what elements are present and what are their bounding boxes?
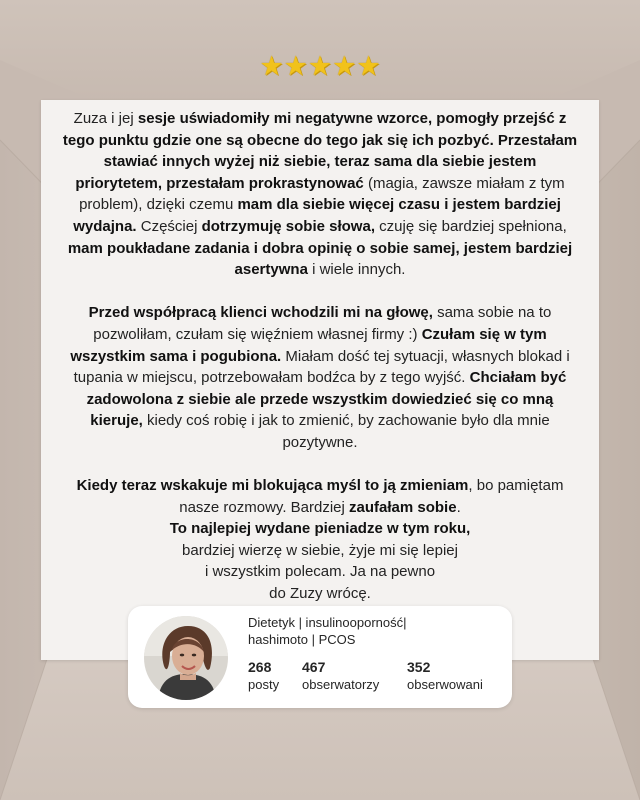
text-run-bold: To najlepiej wydane pieniadze w tym roku, — [169, 520, 471, 538]
star-icon: ★ — [259, 51, 284, 82]
text-run-bold: Kiedy teraz wskakuje mi blokująca myśl to ją zmieniam — [76, 477, 469, 495]
stat-following — [407, 659, 483, 693]
text-run: Miałam dość tej sytuacji, własnych blokad i tupania w miejscu, potrzebowałam bodźca by z tego wyjść. — [73, 347, 570, 387]
testimonial-paragraph-1 — [61, 108, 579, 281]
stat-label: posty — [248, 677, 280, 692]
text-run-bold: Czułam się w tym wszystkim sama i pogubiona. — [70, 325, 547, 365]
stat-label: obserwowani — [407, 677, 483, 692]
text-run: i wiele innych. — [307, 261, 406, 279]
avatar — [144, 616, 228, 700]
stat-posts — [248, 659, 279, 693]
text-run: czuję się bardziej spełniona, — [374, 217, 567, 235]
bio-line: hashimoto | PCOS — [248, 632, 356, 647]
text-run: do Zuzy wrócę. — [269, 585, 371, 603]
text-run: bardziej wierzę w siebie, żyje mi się lepiej — [182, 541, 458, 559]
text-run: . — [456, 498, 461, 516]
stat-followers — [302, 659, 379, 693]
text-run-bold: sesje uświadomiły mi negatywne wzorce, pomogły przejść z tego punktu gdzie one są obecne do tego jak się ich pozbyć. Przestałam stawiać innych wyżej niż siebie, teraz sama dla siebie jestem priorytetem, przestałam prokrastynować — [62, 110, 578, 192]
text-run-bold: mam dla siebie więcej czasu i jestem bardziej wydajna. — [73, 196, 561, 235]
star-icon: ★ — [307, 51, 333, 82]
text-run: Zuza i jej — [73, 110, 138, 127]
star-rating — [0, 52, 640, 82]
text-run-bold: mam poukładane zadania i dobra opinię o sobie samej, jestem bardziej asertywna — [67, 239, 573, 279]
text-run: , bo pamiętam nasze rozmowy. Bardziej — [179, 477, 564, 516]
stat-value: 268 — [248, 659, 272, 675]
text-run-bold: dotrzymuję sobie słowa, — [201, 217, 375, 235]
testimonial-text — [61, 108, 579, 605]
star-icon: ★ — [283, 51, 308, 82]
bio-line: Dietetyk | insulinooporność| — [248, 615, 407, 630]
text-run: i wszystkim polecam. Ja na pewno — [204, 563, 436, 581]
stat-value: 467 — [302, 659, 326, 675]
stat-value: 352 — [407, 659, 431, 675]
star-icon: ★ — [332, 51, 357, 82]
text-run-bold: Przed współpracą klienci wchodzili mi na głowę, — [88, 304, 433, 322]
testimonial-paragraph-3 — [61, 475, 579, 605]
star-icon: ★ — [356, 51, 381, 82]
profile-bio — [248, 614, 498, 648]
text-run: sama sobie na to pozwoliłam, czułam się więźniem własnej firmy :) — [93, 304, 552, 343]
stat-label: obserwatorzy — [302, 677, 380, 692]
testimonial-card — [41, 100, 599, 660]
text-run: Częściej — [136, 217, 202, 235]
profile-card — [128, 606, 512, 708]
text-run-bold: zaufałam sobie — [349, 498, 457, 516]
testimonial-paragraph-2 — [61, 302, 579, 453]
text-run: (magia, zawsze miałam z tym problem), dzięki czemu — [79, 174, 565, 214]
text-run-bold: Chciałam być zadowolona z siebie ale przede wszystkim dowiedzieć się co mną kieruje, — [86, 369, 567, 430]
text-run: kiedy coś robię i jak to zmienić, by zachowanie było dla mnie pozytywne. — [142, 412, 550, 451]
